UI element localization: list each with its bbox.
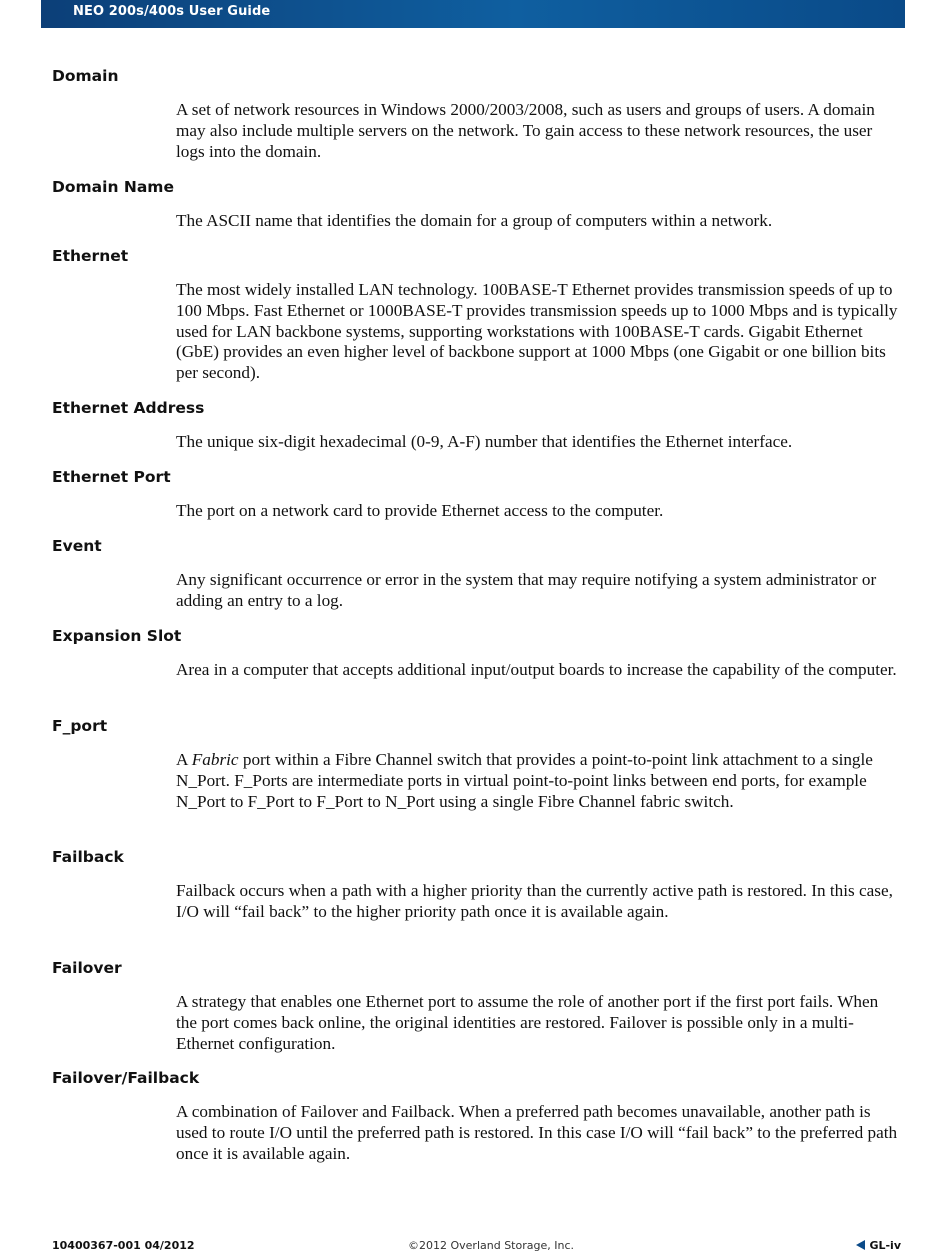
definition-event: Any significant occurrence or error in the system that may require notifying a system administrator or adding an entry to a log. — [176, 570, 877, 610]
definition-failover: A strategy that enables one Ethernet port to assume the role of another port if the first port fails. When the port comes back online, the original identities are restored. Failover is possible only in a multi-Ethernet configuration. — [176, 992, 879, 1053]
footer-doc-number: 10400367-001 04/2012 — [52, 1239, 195, 1252]
left-triangle-icon — [856, 1240, 865, 1250]
definition-f-port-emphasis: Fabric — [191, 750, 239, 769]
term-f-port: F_port — [52, 717, 108, 735]
definition-failback: Failback occurs when a path with a higher priority than the currently active path is restored. In this case, I/O will “fail back” to the higher priority path once it is available again. — [176, 881, 893, 921]
footer-page — [856, 1239, 901, 1252]
definition-domain: A set of network resources in Windows 2000/2003/2008, such as users and groups of users. A domain may also include multiple servers on the network. To gain access to these network resources, the user logs into the domain. — [176, 100, 875, 161]
header-bar — [41, 0, 905, 28]
footer-copyright: ©2012 Overland Storage, Inc. — [408, 1239, 574, 1252]
definition-ethernet-address: The unique six-digit hexadecimal (0-9, A-F) number that identifies the Ethernet interface. — [176, 432, 793, 451]
page-footer — [0, 1237, 950, 1257]
definition-f-port — [176, 750, 900, 812]
footer-page-number: GL-iv — [869, 1239, 901, 1252]
term-ethernet-address: Ethernet Address — [52, 399, 205, 417]
definition-f-port-pre: A — [176, 750, 192, 769]
term-failover: Failover — [52, 959, 122, 977]
term-ethernet: Ethernet — [52, 247, 129, 265]
header-title: NEO 200s/400s User Guide — [73, 4, 271, 19]
definition-expansion-slot: Area in a computer that accepts additional input/output boards to increase the capability of the computer. — [176, 660, 897, 679]
term-failback: Failback — [52, 848, 124, 866]
term-failover-failback: Failover/Failback — [52, 1069, 200, 1087]
definition-ethernet: The most widely installed LAN technology. 100BASE-T Ethernet provides transmission speeds of up to 100 Mbps. Fast Ethernet or 1000BASE-T provides transmission speeds up to 1000 Mbps and is typically used for LAN backbone systems, supporting workstations with 100BASE-T cards. Gigabit Ethernet (GbE) provides an even higher level of backbone support at 1000 Mbps (one Gigabit or one billion bits per second). — [176, 280, 898, 383]
definition-failover-failback: A combination of Failover and Failback. When a preferred path becomes unavailable, another path is used to route I/O until the preferred path is restored. In this case I/O will “fail back” to the preferred path once it is available again. — [176, 1102, 898, 1163]
definition-ethernet-port: The port on a network card to provide Ethernet access to the computer. — [176, 501, 664, 520]
term-event: Event — [52, 537, 102, 555]
term-domain-name: Domain Name — [52, 178, 174, 196]
term-ethernet-port: Ethernet Port — [52, 468, 171, 486]
term-domain: Domain — [52, 67, 119, 85]
definition-f-port-post: port within a Fibre Channel switch that provides a point-to-point link attachment to a single N_Port. F_Ports are intermediate ports in virtual point-to-point links between end ports, for example N_Port to F_Port to F_Port to N_Port using a single Fibre Channel fabric switch. — [176, 750, 873, 811]
term-expansion-slot: Expansion Slot — [52, 627, 182, 645]
definition-domain-name: The ASCII name that identifies the domain for a group of computers within a network. — [176, 211, 773, 230]
